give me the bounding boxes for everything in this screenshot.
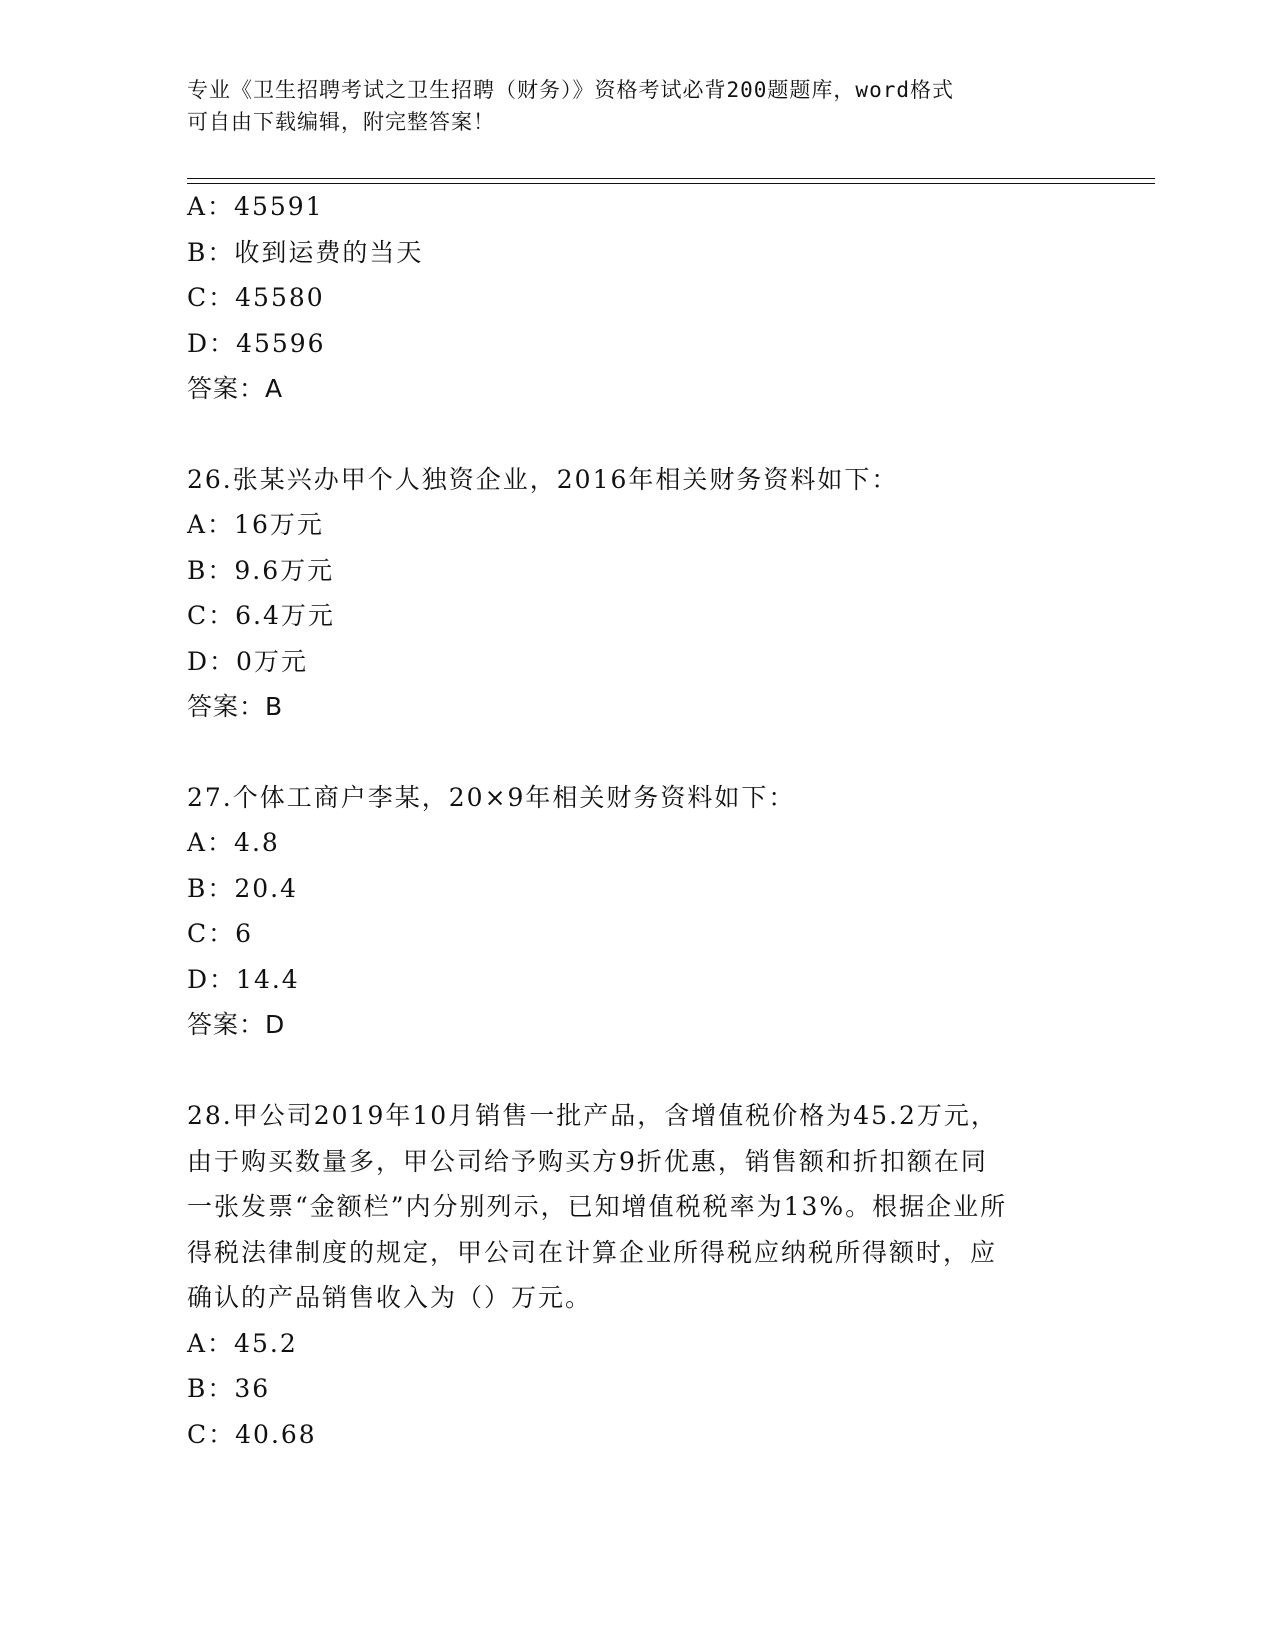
question-stem-line: 28.甲公司2019年10月销售一批产品，含增值税价格为45.2万元， [187, 1101, 998, 1130]
option-d: D：0万元 [187, 646, 308, 676]
question-block-28 [187, 1093, 1087, 1450]
option-c: C：40.68 [187, 1419, 317, 1449]
question-stem [187, 1093, 1087, 1321]
option-a: A：45.2 [187, 1328, 298, 1358]
option-b: B：36 [187, 1374, 271, 1403]
question-block-27 [187, 783, 1087, 1041]
header-divider-top [187, 178, 1155, 179]
option-a: A：45591 [187, 192, 324, 221]
option-b: B：9.6万元 [187, 555, 335, 585]
option-c: C：45580 [187, 283, 325, 312]
option-c: C：6.4万元 [187, 601, 335, 630]
block-spacer [187, 420, 1087, 465]
option-a: A：4.8 [187, 828, 280, 857]
option-b: B：收到运费的当天 [187, 237, 424, 267]
question-block-25 [187, 192, 1087, 404]
question-list [187, 192, 1087, 1465]
answer-line: 答案：A [187, 374, 284, 403]
answer-line: 答案：B [187, 692, 284, 721]
question-stem-line: 得税法律制度的规定，甲公司在计算企业所得税应纳税所得额时，应 [187, 1237, 998, 1267]
question-stem: 26.张某兴办甲个人独资企业，2016年相关财务资料如下： [187, 464, 899, 494]
question-stem-line: 一张发票“金额栏”内分别列示，已知增值税税率为13%。根据企业所 [187, 1192, 1008, 1221]
option-c: C：6 [187, 919, 254, 948]
question-block-26 [187, 465, 1087, 723]
question-stem-line: 确认的产品销售收入为（）万元。 [187, 1283, 593, 1312]
answer-line: 答案：D [187, 1010, 286, 1039]
page-header [187, 74, 1087, 138]
option-b: B：20.4 [187, 873, 299, 903]
question-stem-line: 由于购买数量多，甲公司给予购买方9折优惠，销售额和折扣额在同 [187, 1146, 988, 1176]
option-a: A：16万元 [187, 510, 324, 539]
block-spacer [187, 738, 1087, 783]
question-stem: 27.个体工商户李某，20×9年相关财务资料如下： [187, 782, 796, 812]
option-d: D：14.4 [187, 964, 300, 994]
header-title-line-2: 可自由下载编辑，附完整答案！ [187, 110, 495, 134]
header-title-line-1: 专业《卫生招聘考试之卫生招聘（财务）》资格考试必背200题题库，word格式 [187, 78, 954, 102]
header-divider-bottom [187, 183, 1155, 184]
option-d: D：45596 [187, 328, 326, 358]
